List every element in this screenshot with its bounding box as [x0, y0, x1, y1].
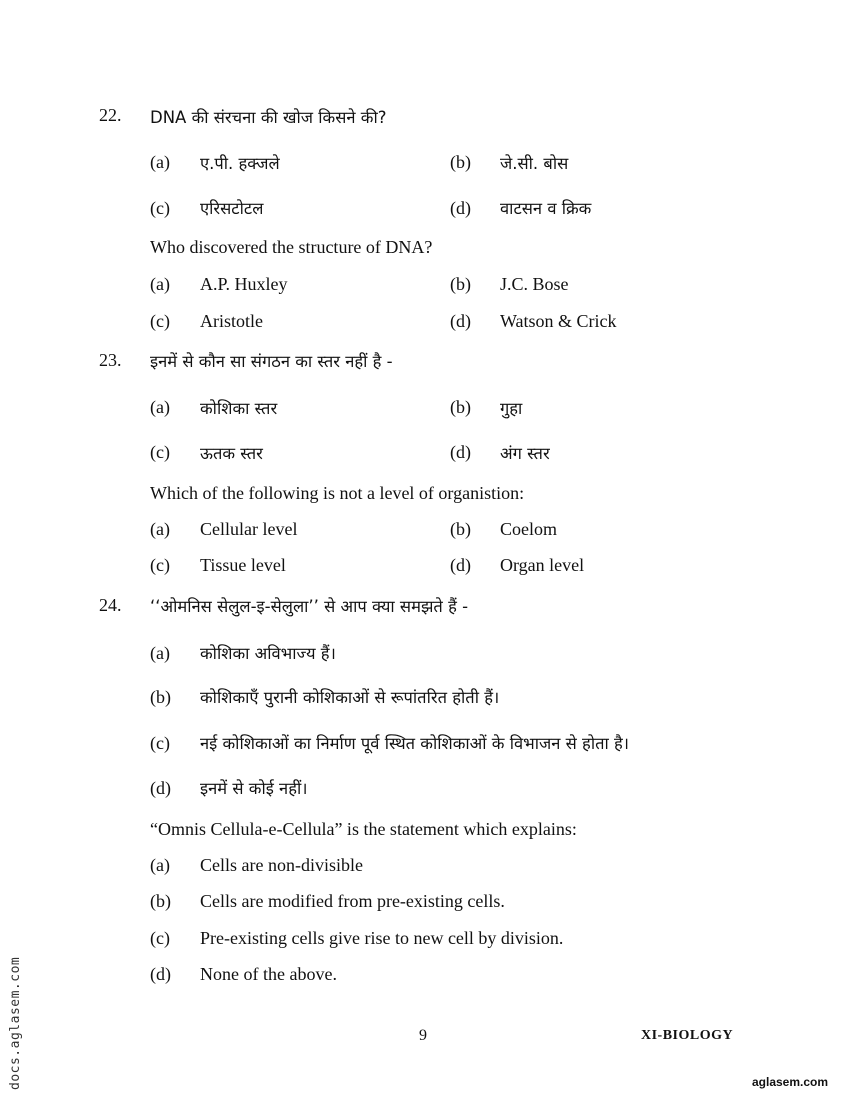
site-watermark: aglasem.com: [752, 1075, 829, 1089]
option-label: (c): [150, 198, 170, 218]
option-label: (d): [150, 778, 171, 798]
option-label: (a): [150, 855, 170, 875]
option-text-hindi: गुहा: [500, 399, 523, 418]
option-label: (d): [450, 555, 471, 575]
option-label: (a): [150, 519, 170, 539]
option-text-hindi: जे.सी. बोस: [500, 154, 569, 173]
side-watermark: docs.aglasem.com: [8, 956, 23, 1090]
option-label: (c): [150, 555, 170, 575]
option-label: (a): [150, 152, 170, 172]
option-text-english: Cellular level: [200, 519, 298, 539]
option-text-hindi: एरिसटोटल: [200, 199, 264, 218]
option-text-english: Aristotle: [200, 311, 263, 331]
question-stem-english: Who discovered the structure of DNA?: [150, 237, 433, 257]
question-number: 22.: [99, 105, 122, 125]
option-text-hindi: ए.पी. हक्जले: [200, 154, 280, 173]
option-label: (d): [450, 198, 471, 218]
option-label: (b): [450, 519, 471, 539]
option-text-hindi: ऊतक स्तर: [200, 444, 263, 463]
option-label: (c): [150, 733, 170, 753]
option-label: (b): [450, 152, 471, 172]
question-number: 23.: [99, 350, 122, 370]
option-text-english: J.C. Bose: [500, 274, 569, 294]
option-text-hindi: अंग स्तर: [500, 444, 550, 463]
question-stem-hindi: इनमें से कौन सा संगठन का स्तर नहीं है -: [150, 352, 393, 371]
question-stem-english: “Omnis Cellula-e-Cellula” is the statement which explains:: [150, 819, 577, 839]
option-text-english: Watson & Crick: [500, 311, 617, 331]
option-text-hindi: नई कोशिकाओं का निर्माण पूर्व स्थित कोशिकाओं के विभाजन से होता है।: [200, 734, 630, 753]
option-label: (b): [150, 687, 171, 707]
option-text-hindi: कोशिका अविभाज्य हैं।: [200, 644, 336, 663]
option-label: (a): [150, 643, 170, 663]
option-label: (c): [150, 311, 170, 331]
option-label: (a): [150, 397, 170, 417]
option-text-english: Cells are non-divisible: [200, 855, 363, 875]
subject-label: XI-BIOLOGY: [641, 1028, 734, 1043]
option-label: (d): [450, 311, 471, 331]
option-text-hindi: कोशिका स्तर: [200, 399, 278, 418]
option-text-hindi: कोशिकाएँ पुरानी कोशिकाओं से रूपांतरित होती हैं।: [200, 688, 500, 707]
option-text-english: A.P. Huxley: [200, 274, 288, 294]
option-text-english: Organ level: [500, 555, 585, 575]
option-label: (c): [150, 928, 170, 948]
question-stem-english: Which of the following is not a level of organistion:: [150, 483, 525, 503]
option-label: (a): [150, 274, 170, 294]
option-text-hindi: इनमें से कोई नहीं।: [200, 779, 308, 798]
option-label: (d): [450, 442, 471, 462]
option-text-english: Cells are modified from pre-existing cells.: [200, 891, 505, 911]
option-text-english: Pre-existing cells give rise to new cell by division.: [200, 928, 564, 948]
option-label: (b): [150, 891, 171, 911]
option-label: (c): [150, 442, 170, 462]
option-text-hindi: वाटसन व क्रिक: [500, 199, 592, 218]
question-number: 24.: [99, 595, 122, 615]
option-text-english: Coelom: [500, 519, 557, 539]
option-text-english: None of the above.: [200, 964, 337, 984]
option-label: (b): [450, 274, 471, 294]
question-stem-hindi: DNA की संरचना की खोज किसने की?: [150, 108, 387, 127]
question-stem-hindi: ‘‘ओमनिस सेलुल-इ-सेलुला’’ से आप क्या समझते हैं -: [150, 597, 469, 616]
page-number: 9: [419, 1027, 427, 1044]
option-label: (d): [150, 964, 171, 984]
option-text-english: Tissue level: [200, 555, 286, 575]
option-label: (b): [450, 397, 471, 417]
